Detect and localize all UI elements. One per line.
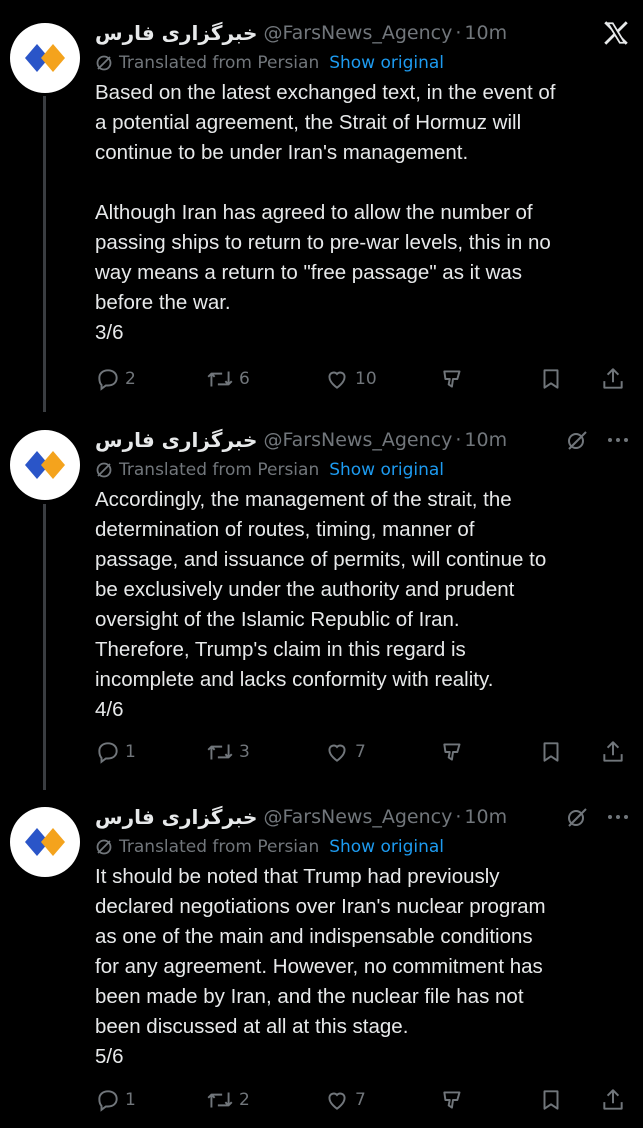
separator-dot: ·	[455, 806, 462, 828]
tweet-header	[95, 802, 629, 832]
tweet-header	[95, 425, 629, 455]
translation-notice	[95, 455, 629, 485]
tweet-actions	[95, 364, 633, 394]
more-icon[interactable]	[607, 805, 629, 829]
avatar[interactable]	[10, 23, 80, 93]
repost-count: 3	[239, 742, 250, 762]
views-button[interactable]	[440, 364, 470, 394]
x-logo-icon[interactable]	[603, 20, 629, 46]
like-button[interactable]	[323, 1085, 366, 1115]
reply-count: 2	[125, 369, 136, 389]
repost-button[interactable]	[205, 737, 250, 767]
repost-icon	[205, 739, 235, 765]
account-handle[interactable]: @FarsNews_Agency	[263, 22, 453, 44]
tweet-5-of-6[interactable]	[0, 787, 643, 1128]
like-icon	[323, 1087, 351, 1113]
thread-line	[43, 96, 46, 412]
separator-dot: ·	[455, 429, 462, 451]
repost-button[interactable]	[205, 364, 250, 394]
reply-icon	[95, 1087, 121, 1113]
like-icon	[323, 739, 351, 765]
timestamp[interactable]: 10m	[464, 429, 508, 451]
tweet-text: It should be noted that Trump had previously declared negotiations over Iran's nuclear program as one of the main and indispensable conditions for any agreement. However, no commitment has been made by Iran, and the nuclear file has not been discussed at all at this stage. 5/6	[95, 865, 546, 1068]
views-icon	[440, 366, 466, 392]
translate-icon	[95, 54, 113, 72]
bookmark-icon	[538, 366, 564, 392]
reply-icon	[95, 366, 121, 392]
thread-line	[43, 504, 46, 790]
translated-label: Translated from Persian	[119, 837, 320, 857]
repost-count: 2	[239, 1090, 250, 1110]
account-name[interactable]: خبرگزاری فارس	[95, 428, 258, 452]
grok-icon[interactable]	[565, 428, 589, 452]
fars-logo-icon	[23, 824, 67, 860]
views-icon	[440, 739, 466, 765]
like-count: 10	[355, 369, 377, 389]
repost-icon	[205, 1087, 235, 1113]
avatar[interactable]	[10, 430, 80, 500]
bookmark-button[interactable]	[538, 1085, 568, 1115]
avatar[interactable]	[10, 807, 80, 877]
bookmark-icon	[538, 739, 564, 765]
views-button[interactable]	[440, 737, 470, 767]
like-button[interactable]	[323, 737, 366, 767]
more-icon[interactable]	[607, 428, 629, 452]
reply-button[interactable]	[95, 737, 136, 767]
reply-button[interactable]	[95, 364, 136, 394]
reply-button[interactable]	[95, 1085, 136, 1115]
account-name[interactable]: خبرگزاری فارس	[95, 21, 258, 45]
share-icon	[600, 1087, 626, 1113]
grok-icon[interactable]	[565, 805, 589, 829]
tweet-actions	[95, 1085, 633, 1115]
translated-label: Translated from Persian	[119, 53, 320, 73]
repost-count: 6	[239, 369, 250, 389]
translate-icon	[95, 838, 113, 856]
tweet-actions	[95, 737, 633, 767]
tweet-4-of-6[interactable]	[0, 410, 643, 790]
share-button[interactable]	[600, 737, 630, 767]
like-button[interactable]	[323, 364, 377, 394]
bookmark-button[interactable]	[538, 737, 568, 767]
share-button[interactable]	[600, 1085, 630, 1115]
tweet-header	[95, 18, 629, 48]
bookmark-button[interactable]	[538, 364, 568, 394]
show-original-link[interactable]: Show original	[329, 837, 445, 857]
share-icon	[600, 366, 626, 392]
translated-label: Translated from Persian	[119, 460, 320, 480]
like-count: 7	[355, 1090, 366, 1110]
fars-logo-icon	[23, 40, 67, 76]
views-icon	[440, 1087, 466, 1113]
reply-count: 1	[125, 742, 136, 762]
timestamp[interactable]: 10m	[464, 22, 508, 44]
account-name[interactable]: خبرگزاری فارس	[95, 805, 258, 829]
reply-icon	[95, 739, 121, 765]
account-handle[interactable]: @FarsNews_Agency	[263, 429, 453, 451]
share-button[interactable]	[600, 364, 630, 394]
views-button[interactable]	[440, 1085, 470, 1115]
tweet-3-of-6[interactable]	[0, 0, 643, 400]
translation-notice	[95, 832, 629, 862]
tweet-text: Based on the latest exchanged text, in the event of a potential agreement, the Strait of Hormuz will continue to be under Iran's management. Although Iran has agreed to allow the number of passing ships to return to pre-war levels, this in no way means a return to "free passage" as it was before the war. 3/6	[95, 81, 556, 344]
timestamp[interactable]: 10m	[464, 806, 508, 828]
bookmark-icon	[538, 1087, 564, 1113]
repost-icon	[205, 366, 235, 392]
reply-count: 1	[125, 1090, 136, 1110]
like-icon	[323, 366, 351, 392]
translate-icon	[95, 461, 113, 479]
translation-notice	[95, 48, 629, 78]
show-original-link[interactable]: Show original	[329, 53, 445, 73]
tweet-text: Accordingly, the management of the strait, the determination of routes, timing, manner of passage, and issuance of permits, will continue to be exclusively under the authority and prudent oversight of the Islamic Republic of Iran. Therefore, Trump's claim in this regard is incomplete and lacks conformity with reality. 4/6	[95, 488, 547, 721]
show-original-link[interactable]: Show original	[329, 460, 445, 480]
repost-button[interactable]	[205, 1085, 250, 1115]
share-icon	[600, 739, 626, 765]
like-count: 7	[355, 742, 366, 762]
account-handle[interactable]: @FarsNews_Agency	[263, 806, 453, 828]
separator-dot: ·	[455, 22, 462, 44]
fars-logo-icon	[23, 447, 67, 483]
